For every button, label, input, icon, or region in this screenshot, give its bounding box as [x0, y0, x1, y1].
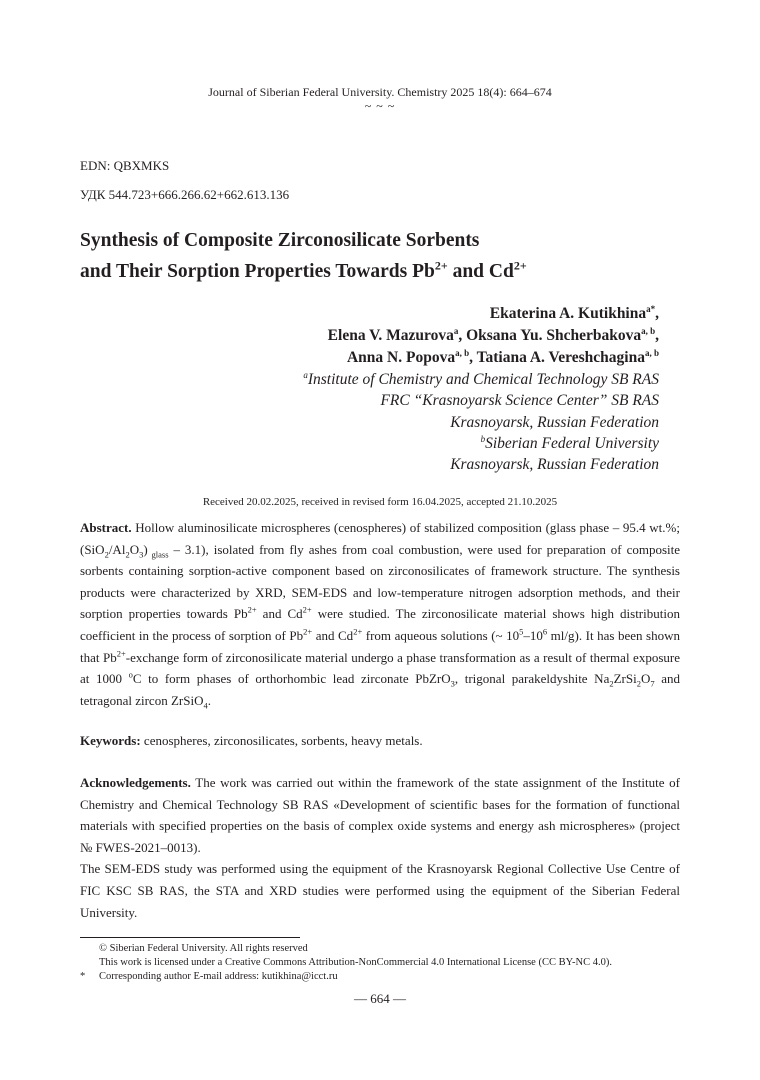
- abstract: Abstract. Hollow aluminosilicate microspheres (cenospheres) of stabilized composition (glass phase – 95.4 wt.%; $(SiO_2/Al_2O_3)$ $_{glass}$ – 3.1), isolated from fly ashes from coal combustion, were used for preparation of composite sorbents containing sorption-active component based on zirconosilicates of framework structure. The synthesis products were characterized by XRD, SEM-EDS and low-temperature nitrogen adsorption methods, and their sorption properties towards $Pb^{2+}$ and $Cd^{2+}$ were studied. The zirconosilicate material shows high distribution coefficient in the process of sorption of $Pb^{2+}$ and $Cd^{2+}$ from aqueous solutions (~ $10^5-10^6$ ml/g). It has been shown that $Pb^{2+}$-exchange form of zirconosilicate material undergo a phase transformation as a result of thermal exposure at 1000 $^o$C to form phases of orthorhombic lead zirconate PbZrO$_3$, trigonal parakeldyshite $Na_2ZrSi_2O_7$ and tetragonal zircon ZrSiO$_4$.: [80, 520, 681, 711]
- article-title: [80, 225, 527, 287]
- footnote-license: This work is licensed under a Creative Commons Attribution-NonCommercial 4.0 International License (CC BY-NC 4.0).: [99, 957, 612, 968]
- page-number: — 664 —: [354, 991, 406, 1006]
- footnote-copyright: © Siberian Federal University. All rights reserved: [99, 943, 308, 954]
- abstract-label: Abstract.: [80, 520, 132, 535]
- author-affiliation-mark: a: [453, 325, 459, 336]
- acknowledgements-paragraph-2: The SEM-EDS study was performed using the equipment of the Krasnoyarsk Regional Collective Use Centre of FIC KSC SB RAS, the STA and XRD studies were performed using the equipment of the Siberian Federal University.: [80, 861, 680, 920]
- received-dates: Received 20.02.2025, received in revised form 16.04.2025, accepted 21.10.2025: [202, 496, 558, 508]
- header-separator: ~ ~ ~: [364, 99, 396, 113]
- keywords-label: Keywords:: [80, 733, 141, 748]
- author-name: Tatiana A. Vereshchagina: [476, 349, 645, 366]
- title-line-1: Synthesis of Composite Zirconosilicate Sorbents: [80, 230, 480, 251]
- udk-code: УДК 544.723+666.266.62+662.613.136: [80, 187, 290, 202]
- author-name: Anna N. Popova: [346, 349, 456, 366]
- title-line-2: and Their Sorption Properties Towards $Pb^{2+}$ and $Cd^{2+}$: [80, 258, 527, 282]
- affiliation-a-line-3: Krasnoyarsk, Russian Federation: [450, 413, 659, 431]
- corresponding-email: Corresponding author E-mail address: kutikhina@icct.ru: [99, 971, 338, 982]
- footnote-corresponding: [80, 970, 338, 984]
- author-name: Elena V. Mazurova: [327, 327, 454, 344]
- footnote-star-mark: *: [80, 971, 86, 982]
- author-affiliation-mark: a, b: [455, 347, 470, 358]
- affiliation-b-line-1: $^b$Siberian Federal University: [480, 433, 659, 452]
- keywords: Keywords: cenospheres, zirconosilicates, sorbents, heavy metals.: [80, 733, 423, 748]
- affiliation-a-line-1: $^a$Institute of Chemistry and Chemical Technology SB RAS: [303, 369, 659, 388]
- acknowledgements-label: Acknowledgements.: [80, 775, 191, 790]
- acknowledgements-paragraph-1: Acknowledgements. The work was carried out within the framework of the state assignment of the Institute of Chemistry and Chemical Technology SB RAS «Development of scientific bases for the formation of functional materials with specified properties on the basis of complex oxide systems and energy ash microspheres» (project № FWES-2021–0013).: [80, 775, 680, 855]
- journal-citation: Journal of Siberian Federal University. Chemistry 2025 18(4): 664–674: [208, 85, 552, 99]
- author-affiliation-mark: a, b: [644, 347, 659, 358]
- affiliation-a-line-2: FRC “Krasnoyarsk Science Center” SB RAS: [380, 392, 659, 410]
- acknowledgements: [80, 772, 680, 923]
- author-affiliation-mark: a, b: [641, 325, 656, 336]
- author-name: Oksana Yu. Shcherbakova: [466, 327, 642, 344]
- affiliation-b-line-2: Krasnoyarsk, Russian Federation: [450, 456, 659, 474]
- footnote-divider: [80, 937, 300, 938]
- affiliations: [303, 369, 659, 475]
- author-line: Elena V. Mazurova$^a$, Oksana Yu. Shcherbakova$^{a, b}$,: [327, 325, 659, 344]
- author-affiliation-mark: a*: [646, 303, 656, 314]
- edn-code: EDN: QBXMKS: [80, 158, 170, 173]
- author-line: Anna N. Popova$^{a, b}$, Tatiana A. Vereshchagina$^{a, b}$: [346, 347, 659, 366]
- author-name: Ekaterina A. Kutikhina: [489, 305, 647, 322]
- author-list: [328, 303, 659, 369]
- author-line: Ekaterina A. Kutikhina$^{a*}$,: [489, 303, 659, 322]
